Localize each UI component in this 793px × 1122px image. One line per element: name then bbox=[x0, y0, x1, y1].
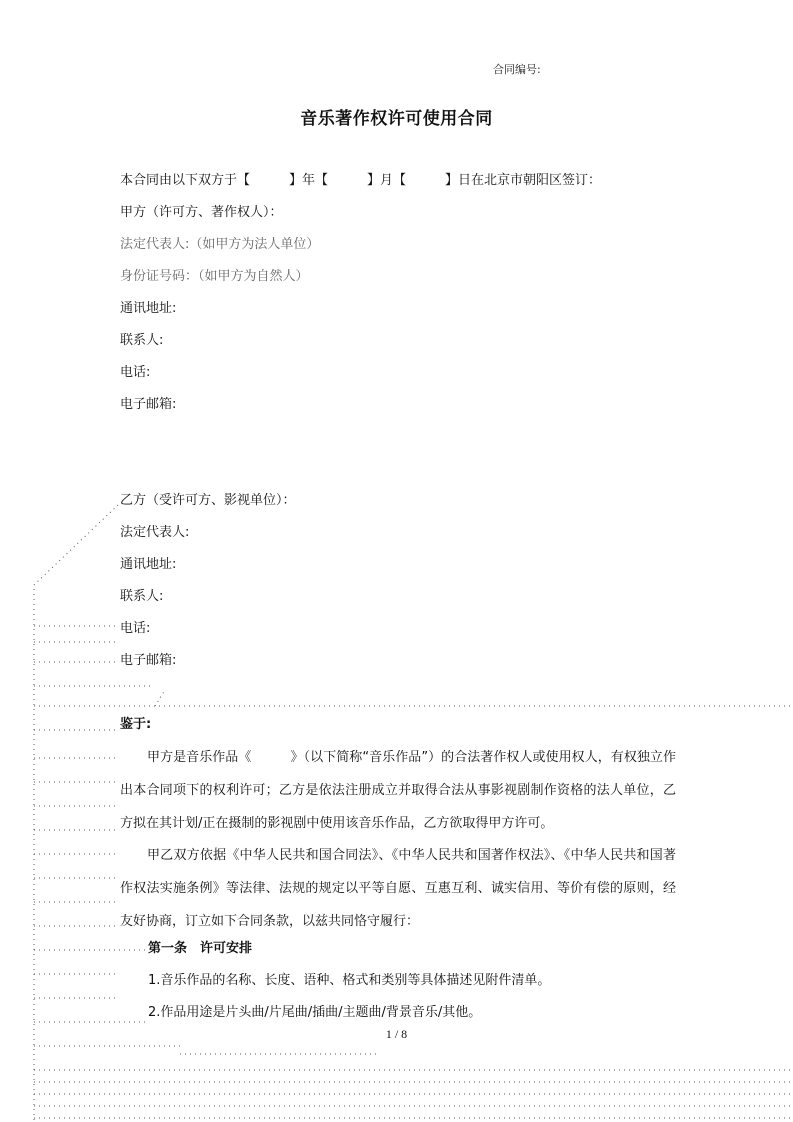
whereas-paragraph-1: 甲方是音乐作品《 》（以下简称“音乐作品”）的合法著作权人或使用权人，有权独立作出本合同项下的权利许可；乙方是依法注册成立并取得合法从事影视剧制作资格的法人单位，乙方拟在其计划/正在摄制的影视剧中使用该音乐作品，乙方欲取得甲方许可。 bbox=[120, 750, 676, 831]
party-b-contact: 联系人: bbox=[120, 589, 164, 604]
party-a-id-number: 身份证号码：（如甲方为自然人） bbox=[120, 269, 309, 284]
intro-line: 本合同由以下双方于【 】年【 】月【 】日在北京市朝阳区签订： bbox=[120, 173, 602, 188]
whereas-paragraph-2: 甲乙双方依据《中华人民共和国合同法》、《中华人民共和国著作权法》、《中华人民共和国著作权法实施条例》等法律、法规的规定以平等自愿、互惠互利、诚实信用、等价有偿的原则，经友好协商，订立如下合同条款，以兹共同恪守履行： bbox=[120, 848, 676, 929]
party-a-email: 电子邮箱: bbox=[120, 397, 177, 412]
party-b-phone: 电话: bbox=[120, 621, 151, 636]
article-1-item-2: 2.作品用途是片头曲/片尾曲/插曲/主题曲/背景音乐/其他。 bbox=[148, 1005, 482, 1020]
page-indicator: 1 / 8 bbox=[385, 1027, 408, 1041]
party-b-address: 通讯地址: bbox=[120, 557, 177, 572]
party-b-email: 电子邮箱: bbox=[120, 653, 177, 668]
party-a-phone: 电话: bbox=[120, 365, 151, 380]
party-a-contact: 联系人: bbox=[120, 333, 164, 348]
party-a-heading: 甲方（许可方、著作权人）： bbox=[120, 205, 283, 220]
contract-number-label: 合同编号: bbox=[493, 63, 541, 76]
article-1-item-1: 1.音乐作品的名称、长度、语种、格式和类别等具体描述见附件清单。 bbox=[148, 973, 551, 988]
article-1-heading: 第一条 许可安排 bbox=[148, 941, 253, 956]
page-title: 音乐著作权许可使用合同 bbox=[300, 109, 493, 129]
party-a-address: 通讯地址: bbox=[120, 301, 177, 316]
party-b-heading: 乙方（受许可方、影视单位）： bbox=[120, 493, 296, 508]
whereas-heading: 鉴于: bbox=[120, 717, 152, 732]
party-a-legal-rep: 法定代表人:（如甲方为法人单位） bbox=[120, 237, 320, 252]
party-b-legal-rep: 法定代表人: bbox=[120, 525, 190, 540]
